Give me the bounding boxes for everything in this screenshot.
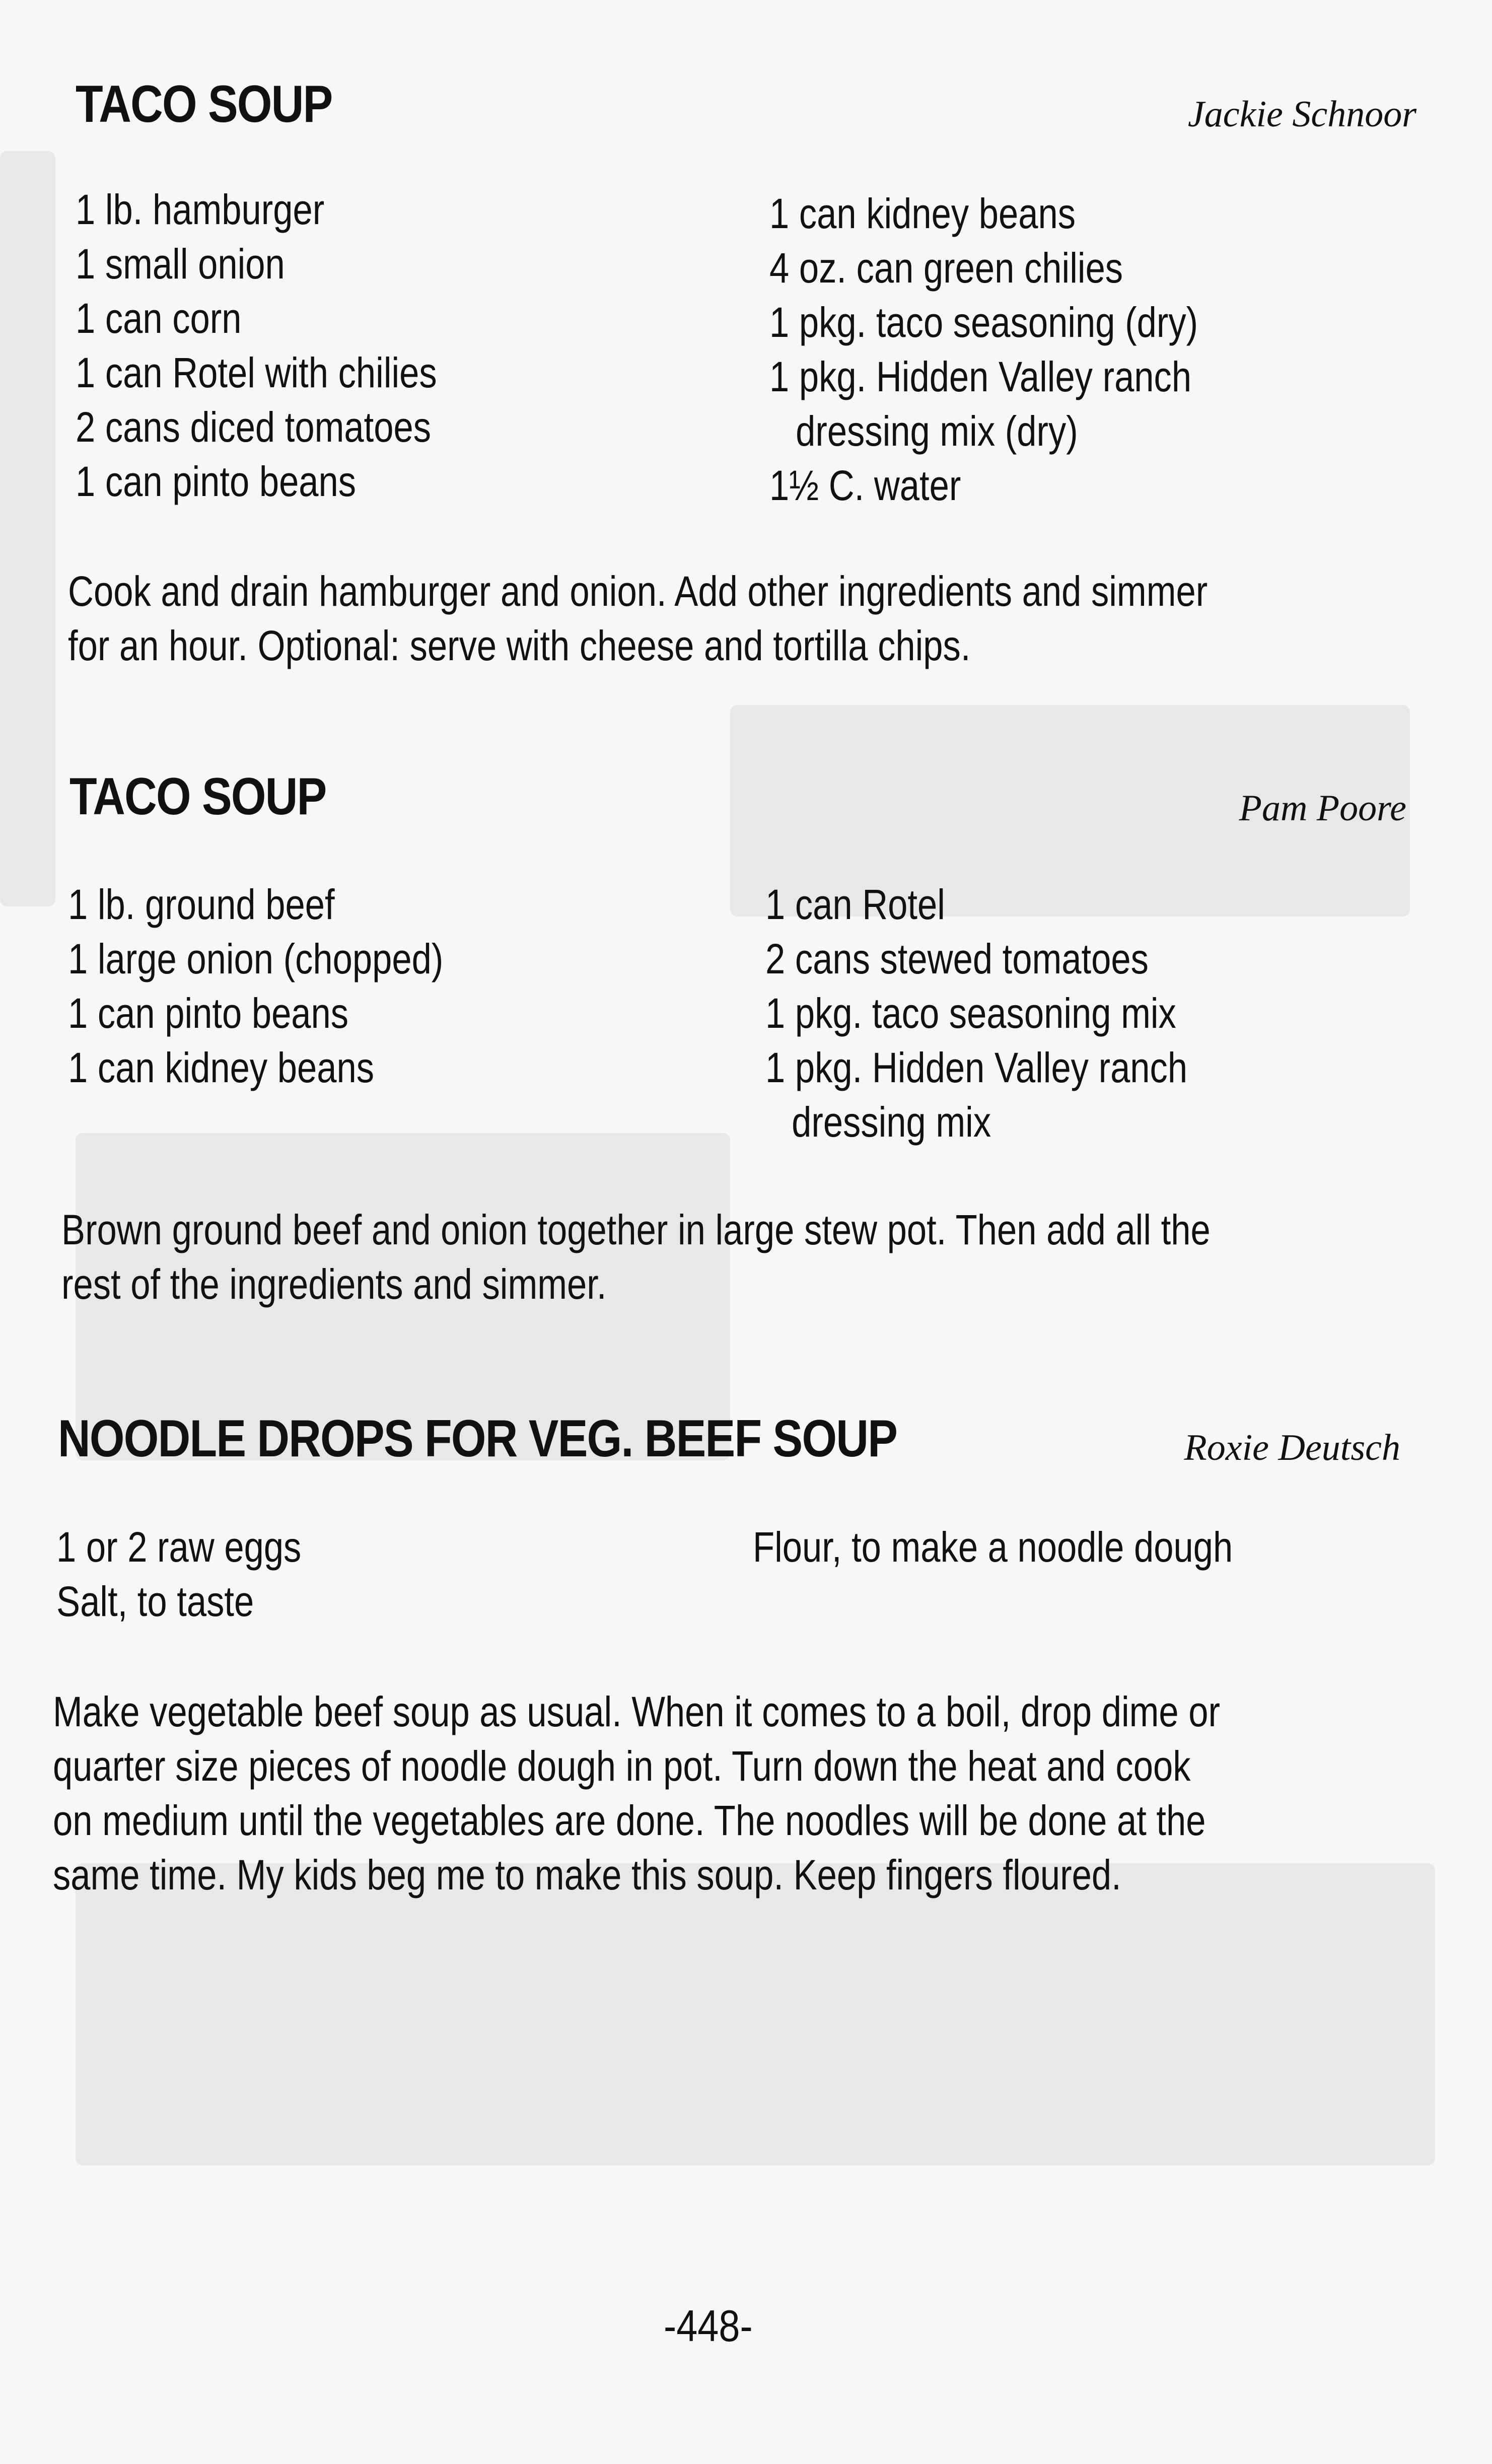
ingredient: 4 oz. can green chilies <box>769 244 1123 292</box>
ingredient: 1 can kidney beans <box>68 1044 375 1091</box>
recipe-title: NOODLE DROPS FOR VEG. BEEF SOUP <box>58 1410 897 1468</box>
ingredient: 1 pkg. Hidden Valley ranch <box>765 1044 1188 1091</box>
ingredient: 1 or 2 raw eggs <box>56 1523 302 1571</box>
directions-line: Brown ground beef and onion together in large stew pot. Then add all the <box>61 1206 1211 1253</box>
ingredient-list-left <box>56 1520 301 1629</box>
directions-line: rest of the ingredients and simmer. <box>61 1260 607 1308</box>
recipe-author: Pam Poore <box>1239 788 1406 829</box>
directions-line: on medium until the vegetables are done. The noodles will be done at the <box>53 1797 1206 1844</box>
ingredient-list-left <box>68 877 443 1095</box>
ingredient: 1 can Rotel <box>765 881 945 928</box>
recipe-author: Roxie Deutsch <box>1184 1427 1400 1468</box>
recipe-title: TACO SOUP <box>76 75 332 133</box>
bleed-through-shadow <box>0 151 55 906</box>
ingredient: 1 can pinto beans <box>68 990 349 1037</box>
ingredient: 1 small onion <box>76 240 285 288</box>
recipe-author: Jackie Schnoor <box>1187 94 1416 135</box>
ingredient-list-left <box>76 182 437 509</box>
ingredient: dressing mix <box>792 1098 991 1146</box>
directions-line: same time. My kids beg me to make this soup. Keep fingers floured. <box>53 1851 1121 1898</box>
ingredient: 1 pkg. taco seasoning mix <box>765 990 1176 1037</box>
ingredient: 1 pkg. taco seasoning (dry) <box>769 299 1198 346</box>
ingredient: 1 lb. hamburger <box>76 186 325 233</box>
ingredient: 1½ C. water <box>769 462 961 509</box>
bleed-through-shadow <box>76 1863 1435 2165</box>
ingredient-list-right <box>753 1520 1233 1574</box>
directions-line: Cook and drain hamburger and onion. Add other ingredients and simmer <box>68 568 1208 615</box>
ingredient: 2 cans diced tomatoes <box>76 403 432 451</box>
recipe-directions <box>53 1684 1220 1902</box>
ingredient: 1 can pinto beans <box>76 458 357 505</box>
recipe-title: TACO SOUP <box>69 767 326 826</box>
recipe-directions <box>68 564 1207 673</box>
ingredient-list-right <box>769 186 1198 513</box>
ingredient: 1 can kidney beans <box>769 190 1076 237</box>
directions-line: for an hour. Optional: serve with cheese and tortilla chips. <box>68 622 971 669</box>
ingredient: Salt, to taste <box>56 1578 254 1625</box>
page-number: -448- <box>664 2301 753 2351</box>
ingredient: 1 can corn <box>76 295 242 342</box>
ingredient-list-right <box>765 877 1187 1149</box>
ingredient: 1 lb. ground beef <box>68 881 335 928</box>
ingredient: 1 pkg. Hidden Valley ranch <box>769 353 1192 400</box>
ingredient: 1 large onion (chopped) <box>68 935 444 982</box>
ingredient: 2 cans stewed tomatoes <box>765 935 1149 982</box>
ingredient: Flour, to make a noodle dough <box>753 1523 1233 1571</box>
directions-line: Make vegetable beef soup as usual. When it comes to a boil, drop dime or <box>53 1688 1221 1735</box>
ingredient: dressing mix (dry) <box>796 407 1078 455</box>
directions-line: quarter size pieces of noodle dough in pot. Turn down the heat and cook <box>53 1742 1191 1790</box>
recipe-directions <box>61 1203 1211 1311</box>
ingredient: 1 can Rotel with chilies <box>76 349 437 396</box>
